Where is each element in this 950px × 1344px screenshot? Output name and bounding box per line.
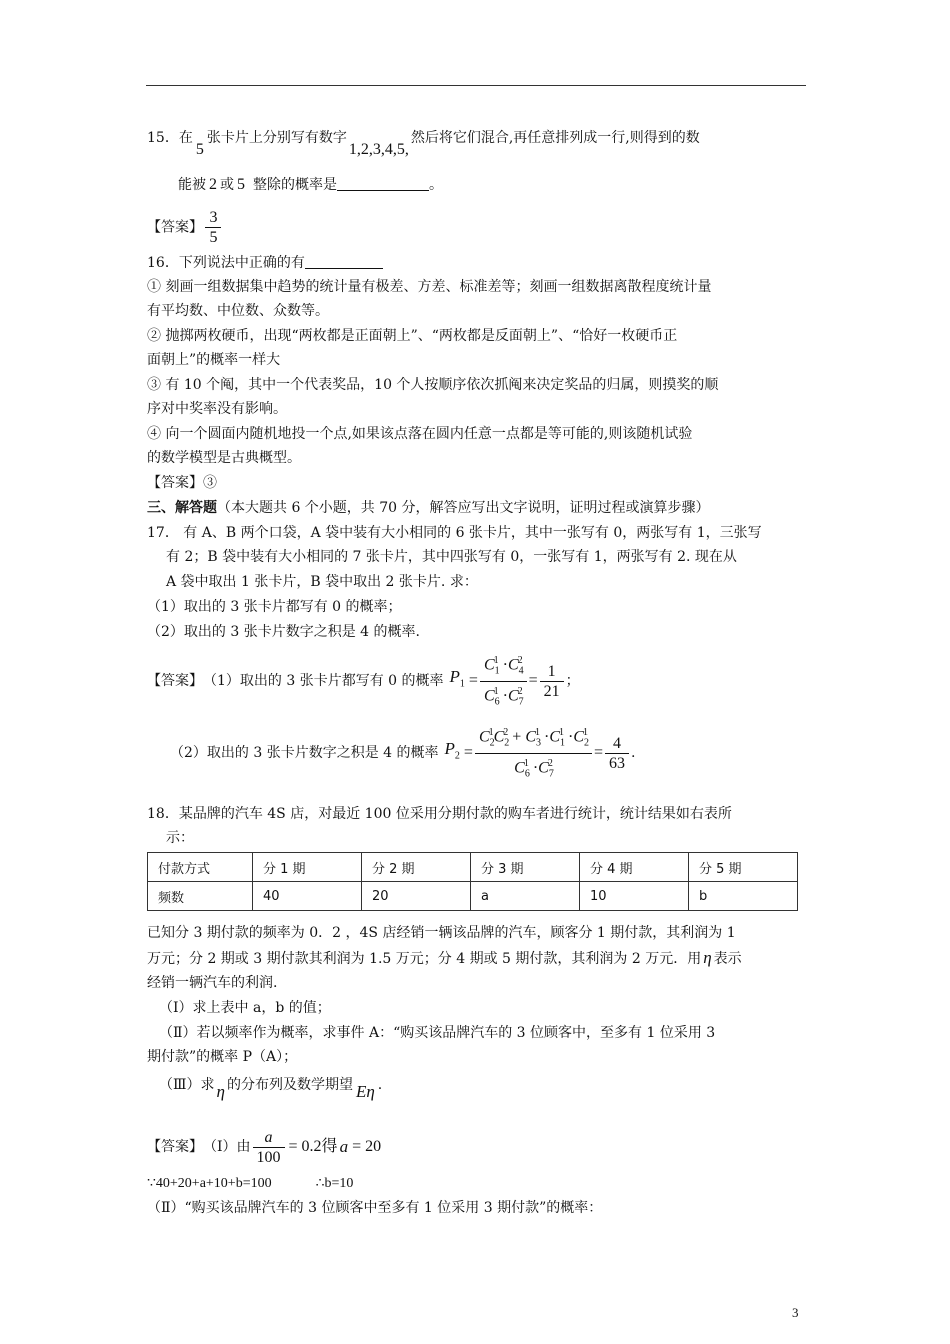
table-cell: 分 3 期 — [471, 853, 580, 882]
section3-heading: 三、解答题（本大题共 6 个小题，共 70 分，解答应写出文字说明，证明过程或演算步骤） — [147, 500, 710, 516]
table-cell: 付款方式 — [148, 853, 253, 882]
q18-because: ∵40+20+a+10+b=100 ∴b=10 — [147, 1176, 354, 1191]
q16-answer-blank — [305, 254, 383, 269]
payment-table — [147, 852, 798, 911]
q18-part-ii-b: 期付款”的概率 P（A）； — [147, 1049, 298, 1065]
q16-s3b: 序对中奖率没有影响。 — [147, 401, 287, 417]
p1-symbol: $P_1$ — [449, 667, 465, 690]
q17-line2: 有 2；B 袋中装有大小相同的 7 张卡片，其中四张写有 0，一张写有 1，两张写有 2. 现在从 — [166, 549, 737, 565]
q15-answer-fraction: $\frac{3}{5}$ — [207, 208, 219, 247]
q15-answer-blank — [337, 176, 429, 191]
header-rule — [146, 85, 806, 86]
q18-answer-i: 【答案】 （Ⅰ）由 $\frac{a}{100}$ = 0.2得 a = 20 — [147, 1128, 382, 1166]
q15-line1: 15．在5张卡片上分别写有数字1,2,3,4,5,然后将它们混合,再任意排列成一行,则得到的数 — [147, 130, 700, 158]
q18-answer-ii: （Ⅱ）“购买该品牌汽车的 3 位顾客中至多有 1 位采用 3 期付款”的概率： — [147, 1200, 603, 1216]
q17-line1: 17． 有 A、B 两个口袋，A 袋中装有大小相同的 6 张卡片，其中一张写有 0，两张写有 1，三张写 — [147, 525, 762, 541]
q15-answer: 【答案】 $\frac{3}{5}$ — [147, 208, 219, 247]
q17-part2: （2）取出的 3 张卡片数字之积是 4 的概率. — [147, 624, 420, 640]
q16-answer: 【答案】③ — [147, 475, 217, 491]
table-cell: 20 — [362, 882, 471, 911]
q18-part-iii: （Ⅲ）求 η 的分布列及数学期望 Eη . — [159, 1077, 383, 1101]
q16-s1a: ① 刻画一组数据集中趋势的统计量有极差、方差、标准差等；刻画一组数据离散程度统计量 — [147, 279, 712, 295]
q16-s2b: 面朝上”的概率一样大 — [147, 352, 281, 368]
q16-stem: 16．下列说法中正确的有 — [147, 253, 383, 273]
p1-combination-fraction: $\frac{C_1^1 \cdot C_4^2}{C_6^1 \cdot C_7^2}$ — [482, 651, 525, 711]
q18-text3: 经销一辆汽车的利润. — [147, 975, 278, 991]
q15-line2: 能被 2 或 5 整除的概率是 。 — [178, 176, 443, 193]
q18-part-i: （Ⅰ）求上表中 a，b 的值； — [159, 1000, 331, 1016]
q18-text1: 已知分 3 期付款的频率为 0．2 ，4S 店经销一辆该品牌的汽车，顾客分 1 期付款，其利润为 1 — [147, 925, 736, 941]
q18-text2: 万元；分 2 期或 3 期付款其利润为 1.5 万元；分 4 期或 5 期付款，其利润为 2 万元．用 η 表示 — [147, 948, 742, 967]
table-cell: 分 4 期 — [580, 853, 689, 882]
table-cell: 频数 — [148, 882, 253, 911]
table-cell: 分 5 期 — [689, 853, 798, 882]
p2-symbol: $P_2$ — [444, 739, 460, 762]
table-cell: 40 — [253, 882, 362, 911]
table-cell: 10 — [580, 882, 689, 911]
page-number: 3 — [792, 1305, 799, 1320]
p2-combination-fraction: $\frac{C_2^1C_2^2 + C_3^1 \cdot C_1^1 \cdot C_2^1}{C_6^1 \cdot C_7^2}$ — [477, 723, 590, 783]
p1-result-fraction: $\frac{1}{21}$ — [542, 662, 562, 701]
q17-line3: A 袋中取出 1 张卡片，B 袋中取出 2 张卡片. 求： — [166, 574, 478, 590]
q17-part1: （1）取出的 3 张卡片都写有 0 的概率； — [147, 599, 402, 615]
table-row — [148, 882, 798, 911]
a-over-100-fraction: $\frac{a}{100}$ — [255, 1128, 283, 1167]
q17-answer1: 【答案】 （1）取出的 3 张卡片都写有 0 的概率 $P_1$ = $\frac{C_1^1 \cdot C_4^2}{C_6^1 \cdot C_7^2}$ = $\frac{1}{21}$ ； — [147, 658, 580, 704]
table-cell: a — [471, 882, 580, 911]
q16-s2a: ② 抛掷两枚硬币，出现“两枚都是正面朝上”、“两枚都是反面朝上”、“恰好一枚硬币正 — [147, 328, 678, 344]
table-cell: b — [689, 882, 798, 911]
q16-s4a: ④ 向一个圆面内随机地投一个点,如果该点落在圆内任意一点都是等可能的,则该随机试验 — [147, 426, 693, 442]
q16-s1b: 有平均数、中位数、众数等。 — [147, 303, 329, 319]
q18-line2: 示： — [166, 830, 194, 846]
q17-answer2: （2）取出的 3 张卡片数字之积是 4 的概率 $P_2$ = $\frac{C_2^1C_2^2 + C_3^1 \cdot C_1^1 \cdot C_2^1}{C_6^1 \cdot C_7^2}$ = $\frac{4}{63}$ . — [170, 728, 635, 778]
q18-part-ii-a: （Ⅱ）若以频率作为概率，求事件 A：“购买该品牌汽车的 3 位顾客中，至多有 1 位采用 3 — [159, 1025, 716, 1041]
q18-line1: 18．某品牌的汽车 4S 店，对最近 100 位采用分期付款的购车者进行统计，统计结果如右表所 — [147, 806, 732, 822]
table-header-row — [148, 853, 798, 882]
q16-s4b: 的数学模型是古典概型。 — [147, 450, 301, 466]
q16-s3a: ③ 有 10 个阄，其中一个代表奖品，10 个人按顺序依次抓阄来决定奖品的归属，则摸奖的顺 — [147, 377, 719, 393]
table-cell: 分 1 期 — [253, 853, 362, 882]
table-cell: 分 2 期 — [362, 853, 471, 882]
p2-result-fraction: $\frac{4}{63}$ — [607, 734, 627, 773]
